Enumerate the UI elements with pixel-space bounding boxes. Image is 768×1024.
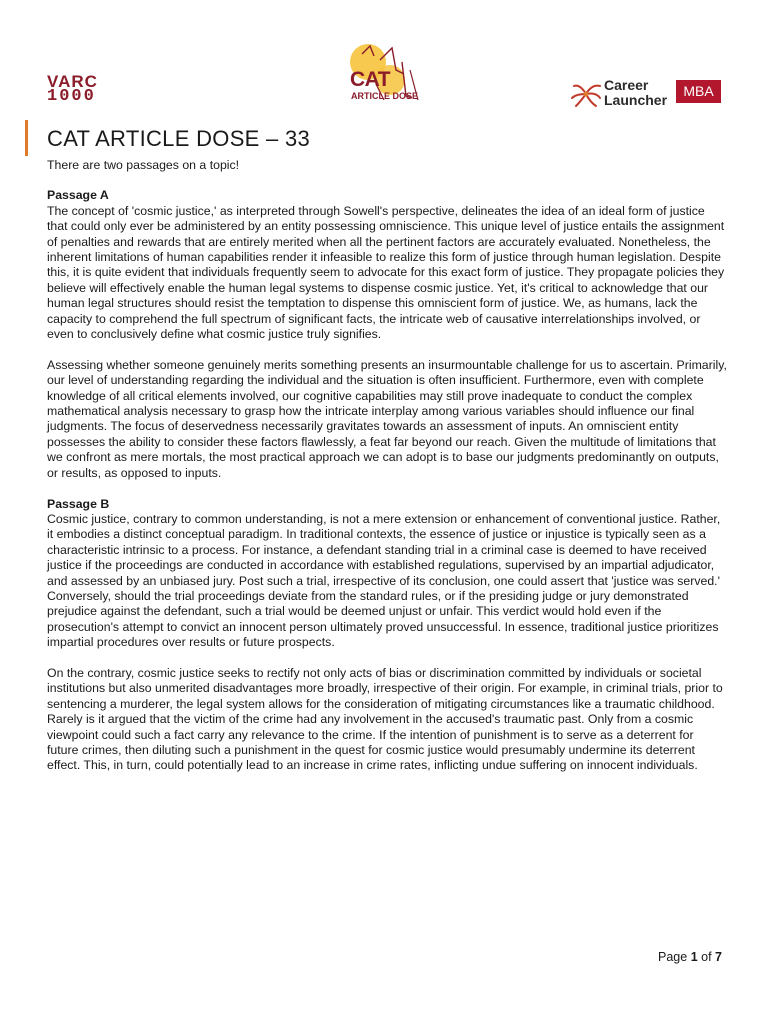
cat-logo-line2: ARTICLE DOSE xyxy=(351,91,419,101)
passage-a-heading: Passage A xyxy=(47,188,109,203)
page-title: CAT ARTICLE DOSE – 33 xyxy=(47,126,311,151)
mba-badge: MBA xyxy=(676,80,721,103)
document-body xyxy=(47,158,727,774)
current-page: 1 xyxy=(690,950,698,964)
passage-b-paragraph-2: On the contrary, cosmic justice seeks to rectify not only acts of bias or discrimination committed by individuals or societal institutions but also unmerited disadvantages more broadly, irrespective of their origin. For example, in criminal trials, prior to sentencing a murderer, the legal system allows for the consideration of mitigating circumstances like a traumatic childhood. Rarely is it argued that the victim of the crime had any involvement in the accused's traumatic past. Only from a cosmic viewpoint could such a fact carry any relevance to the crime. If the intention of punishment is to serve as a deterrent for future crimes, then diluting such a punishment in the quest for cosmic justice would presumably undermine its deterrent effect. This, in turn, could potentially lead to an increase in crime rates, inflicting undue suffering on innocent individuals. xyxy=(47,665,723,773)
cat-logo-line1: CAT xyxy=(350,68,391,91)
passage-b-paragraph-1: Cosmic justice, contrary to common understanding, is not a mere extension or enhancement of conventional justice. Rather, it embodies a distinct conceptual paradigm. In traditional contexts, the essence of justice or injustice is typically seen as a characteristic intrinsic to a process. For instance, a defendant standing trial in a criminal case is deemed to have received justice if the proceedings are conducted in accordance with established regulations, supervised by an impartial adjudicator, and assessed by an unbiased jury. Post such a trial, irrespective of its conclusion, one could assert that 'justice was served.' Conversely, should the trial proceedings deviate from the standard rules, or if the presiding judge or jury demonstrated prejudice against the defendant, such a trial would be deemed unjust or unfair. This verdict would hold even if the prosecution's attempt to convict an innocent person ultimately proved unsuccessful. In essence, traditional justice prioritizes impartial procedures over results or future prospects. xyxy=(47,511,721,650)
page-header xyxy=(0,0,768,120)
varc-1000-logo xyxy=(47,74,98,104)
career-launcher-wordmark xyxy=(604,78,667,108)
total-pages: 7 xyxy=(715,950,722,964)
varc-logo-line1: VARC xyxy=(47,72,98,91)
career-launcher-logo xyxy=(570,78,722,110)
career-launcher-swirl-icon xyxy=(570,80,602,108)
passage-b-heading: Passage B xyxy=(47,496,110,511)
page-number xyxy=(640,950,722,964)
page-word: Page xyxy=(658,950,688,964)
passage-a-paragraph-1: The concept of 'cosmic justice,' as interpreted through Sowell's perspective, delineates the idea of an ideal form of justice that could only ever be administered by an entity possessing omniscience. This unique level of justice entails the assignment of penalties and rewards that are entirely merited when all the pertinent factors are accurately evaluated. Nonetheless, the inherent limitations of human capabilities render it infeasible to realize this form of justice through human legislation. Despite this, it is quite evident that individuals frequently seem to advocate for this exact form of justice. They propagate policies they believe will effectively enable the human legal systems to dispense cosmic justice. Yet, it's critical to acknowledge that our human legal structures should resist the temptation to dispense this omniscient form of justice. We, as humans, lack the capacity to comprehend the full spectrum of significant facts, the intricate web of causative interrelationships involved, or even to conclusively define what cosmic justice truly signifies. xyxy=(47,203,725,342)
varc-logo-line2: 1000 xyxy=(47,87,96,106)
cat-article-dose-logo xyxy=(340,40,430,110)
cl-logo-line2: Launcher xyxy=(604,92,668,108)
passage-a-paragraph-2: Assessing whether someone genuinely merits something presents an insurmountable challenge for us to ascertain. Primarily, our level of understanding regarding the individual and the situation is often insufficient. Furthermore, even with complete knowledge of all critical elements involved, our cognitive capabilities may still prove inadequate to conduct the complex mathematical analysis necessary to grasp how the intricate interplay among various variables should influence our final judgments. The focus of deservedness necessarily gravitates towards an assessment of inputs. An omniscient entity possesses the ability to consider these factors flawlessly, a feat far beyond our reach. Given the multitude of limitations that we confront as mere mortals, the most practical approach we can adopt is to base our judgments predominantly on outputs, or results, as opposed to inputs. xyxy=(47,357,727,480)
cl-logo-line1: Career xyxy=(604,77,649,93)
of-word: of xyxy=(701,950,712,964)
title-accent-bar xyxy=(25,120,28,156)
intro-text: There are two passages on a topic! xyxy=(47,158,240,172)
